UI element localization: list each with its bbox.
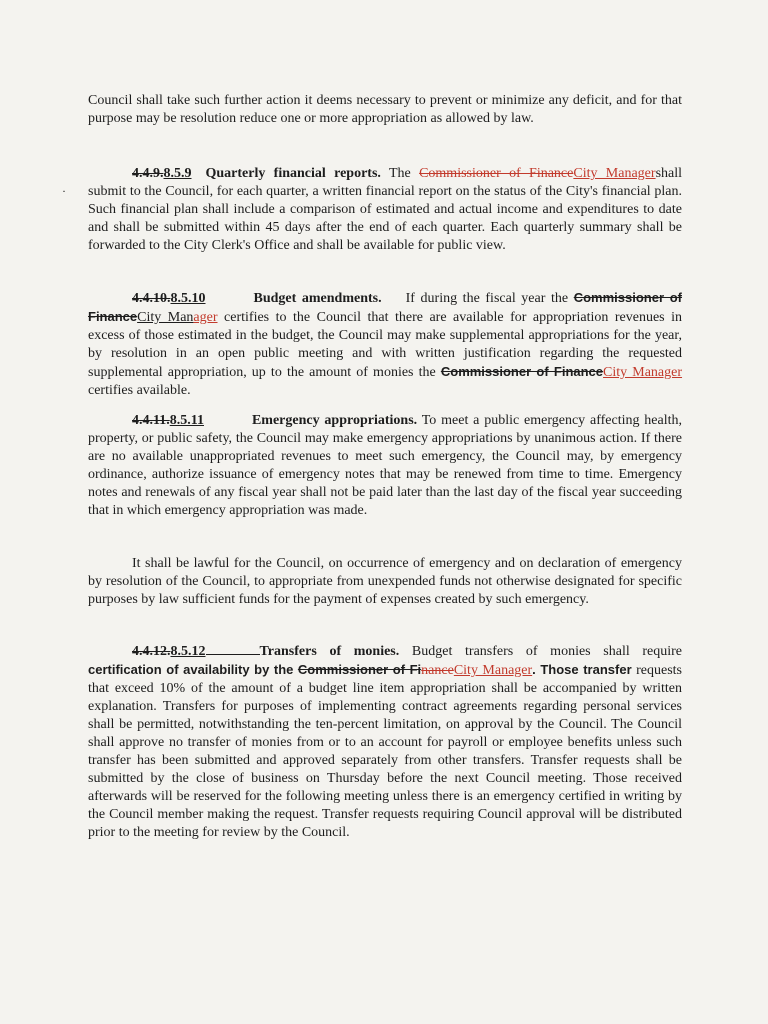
trail-text: . Those transfer bbox=[532, 662, 632, 677]
margin-mark: · bbox=[62, 184, 66, 198]
deleted-text: Commissioner of Fi bbox=[297, 662, 422, 677]
section-quarterly-reports bbox=[88, 165, 682, 255]
deleted-text: Commissioner of Finance bbox=[88, 290, 683, 324]
section-body: certifies to the Council that there are available for appropriation revenues in excess of those estimated in the budget, the Council may make supplemental appropriations for the year, by resolution in an open public meeting and with written justification regarding the requested supplemental appropriation, up to the amount of monies the bbox=[88, 310, 683, 380]
section-number: 4.4.11.8.5.11 bbox=[132, 413, 204, 428]
inserted-text: City Man bbox=[137, 310, 194, 325]
section-body-end: certifies available. bbox=[88, 383, 191, 398]
section-body: requests that exceed 10% of the amount of a budget line item appropriation shall be accompanied by written explanation. Transfers for purposes of implementing contract agreements regarding personal services shall be permitted, notwithstanding the ten-percent limitation, on approval by the Council. The Council shall approve no transfer of monies from or to an account for payroll or employee benefits unless such transfer has been submitted and approved separately from other transfers. Transfer requests shall be submitted by the close of business on Thursday before the next Council meeting. Those received afterwards will be reserved for the following meeting unless there is an emergency certified in writing by the Council member making the request. Transfer requests requiring Council approval will be distributed prior to the meeting for review by the Council. bbox=[88, 663, 682, 840]
section-emergency-appropriations bbox=[88, 412, 682, 520]
section-old-number: 4.4.9.8.5.9 bbox=[132, 166, 192, 181]
certification-text: certification of availability by the bbox=[88, 662, 294, 677]
section-heading: Transfers of monies. bbox=[259, 644, 400, 659]
deleted-text-2: Commissioner of Finance bbox=[440, 364, 604, 379]
intro-paragraph bbox=[88, 92, 682, 128]
section-heading: Budget amendments. bbox=[253, 291, 382, 306]
section-heading: Emergency appropriations. bbox=[251, 413, 418, 428]
lead-text: The bbox=[388, 166, 411, 181]
inserted-text: City Manager bbox=[453, 663, 533, 678]
lawful-paragraph bbox=[88, 555, 682, 609]
inserted-text-red: ager bbox=[193, 310, 218, 325]
section-budget-amendments bbox=[88, 289, 682, 400]
deleted-text: Commissioner of Finance bbox=[419, 166, 574, 181]
section-body: shall submit to the Council, for each quarter, a written financial report on the status of the City's financial plan. Such financial plan shall include a comparison of estimated and actual income and expenditures to date and shall be submitted within 45 days after the end of each quarter. Each quarterly summary shall be forwarded to the City Clerk's Office and shall be available for public view. bbox=[88, 166, 683, 253]
blank-line bbox=[206, 642, 260, 655]
section-transfers bbox=[88, 642, 682, 842]
deleted-text-red: nance bbox=[421, 663, 454, 678]
inserted-text: City Manager bbox=[573, 166, 656, 181]
lead-text: Budget transfers of monies shall require bbox=[411, 644, 683, 659]
section-heading: Quarterly financial reports. bbox=[205, 166, 381, 181]
inserted-text-2: City Manager bbox=[603, 365, 683, 380]
section-body: To meet a public emergency affecting health, property, or public safety, the Council may make emergency appropriations by unanimous action. If there are no available unappropriated revenues to meet such emergency, the Council may, by emergency ordinance, authorize issuance of emergency notes that may be renewed from time to time. Emergency notes and renewals of any fiscal year shall not be paid later than the last day of the fiscal year succeeding that in which emergency appropriation was made. bbox=[88, 413, 683, 518]
lead-text: If during the fiscal year the bbox=[405, 291, 569, 306]
lawful-text: It shall be lawful for the Council, on occurrence of emergency and on declaration of emergency by resolution of the Council, to appropriate from unexpended funds not otherwise designated for specific purposes by law sufficient funds for the payment of expenses created by such emergency. bbox=[88, 556, 682, 607]
section-number: 4.4.12.8.5.12 bbox=[132, 644, 206, 659]
section-number: 4.4.10.8.5.10 bbox=[132, 291, 206, 306]
intro-text: Council shall take such further action it deems necessary to prevent or minimize any deficit, and for that purpose may be resolution reduce one or more appropriation as allowed by law. bbox=[88, 93, 682, 126]
